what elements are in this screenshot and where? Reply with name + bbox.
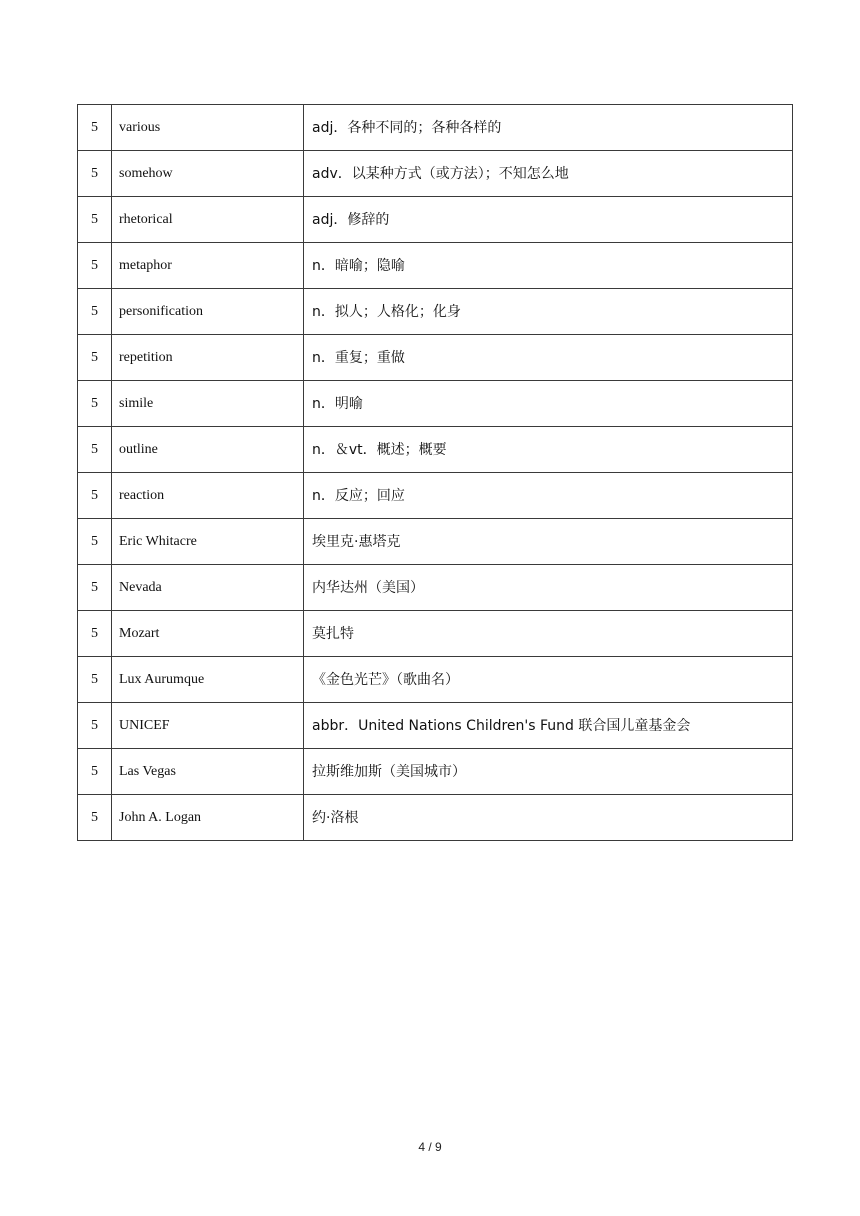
definition-cell: 拉斯维加斯（美国城市）: [304, 749, 793, 795]
word-cell: reaction: [112, 473, 304, 519]
table-row: [78, 795, 793, 841]
unit-cell: 5: [78, 657, 112, 703]
unit-cell: 5: [78, 519, 112, 565]
table-row: [78, 473, 793, 519]
word-cell: John A. Logan: [112, 795, 304, 841]
definition-cell: 埃里克·惠塔克: [304, 519, 793, 565]
unit-cell: 5: [78, 381, 112, 427]
word-cell: UNICEF: [112, 703, 304, 749]
table-row: [78, 105, 793, 151]
unit-cell: 5: [78, 611, 112, 657]
unit-cell: 5: [78, 473, 112, 519]
table-row: [78, 519, 793, 565]
table-row: [78, 565, 793, 611]
table-row: [78, 335, 793, 381]
word-cell: Mozart: [112, 611, 304, 657]
word-cell: rhetorical: [112, 197, 304, 243]
vocabulary-table: [77, 104, 793, 841]
unit-cell: 5: [78, 795, 112, 841]
table-row: [78, 703, 793, 749]
definition-cell: 约·洛根: [304, 795, 793, 841]
unit-cell: 5: [78, 703, 112, 749]
unit-cell: 5: [78, 105, 112, 151]
definition-cell: n．拟人；人格化；化身: [304, 289, 793, 335]
word-cell: various: [112, 105, 304, 151]
definition-cell: adj．修辞的: [304, 197, 793, 243]
table-row: [78, 197, 793, 243]
word-cell: simile: [112, 381, 304, 427]
definition-cell: n．重复；重做: [304, 335, 793, 381]
table-row: [78, 611, 793, 657]
unit-cell: 5: [78, 243, 112, 289]
definition-cell: 内华达州（美国）: [304, 565, 793, 611]
unit-cell: 5: [78, 151, 112, 197]
unit-cell: 5: [78, 335, 112, 381]
vocabulary-table-body: [78, 105, 793, 841]
table-row: [78, 749, 793, 795]
table-row: [78, 151, 793, 197]
definition-cell: n．暗喻；隐喻: [304, 243, 793, 289]
table-row: [78, 427, 793, 473]
word-cell: Lux Aurumque: [112, 657, 304, 703]
table-row: [78, 243, 793, 289]
definition-cell: adv．以某种方式（或方法）；不知怎么地: [304, 151, 793, 197]
definition-cell: adj．各种不同的；各种各样的: [304, 105, 793, 151]
unit-cell: 5: [78, 197, 112, 243]
word-cell: Nevada: [112, 565, 304, 611]
definition-cell: n．反应；回应: [304, 473, 793, 519]
unit-cell: 5: [78, 749, 112, 795]
unit-cell: 5: [78, 427, 112, 473]
unit-cell: 5: [78, 289, 112, 335]
definition-cell: 《金色光芒》（歌曲名）: [304, 657, 793, 703]
word-cell: Las Vegas: [112, 749, 304, 795]
word-cell: repetition: [112, 335, 304, 381]
definition-cell: n．＆vt．概述；概要: [304, 427, 793, 473]
table-row: [78, 381, 793, 427]
word-cell: somehow: [112, 151, 304, 197]
definition-cell: n．明喻: [304, 381, 793, 427]
table-row: [78, 657, 793, 703]
definition-cell: abbr．United Nations Children's Fund 联合国儿童基金会: [304, 703, 793, 749]
unit-cell: 5: [78, 565, 112, 611]
definition-cell: 莫扎特: [304, 611, 793, 657]
table-row: [78, 289, 793, 335]
page-number: 4 / 9: [418, 1140, 442, 1154]
word-cell: metaphor: [112, 243, 304, 289]
word-cell: personification: [112, 289, 304, 335]
word-cell: Eric Whitacre: [112, 519, 304, 565]
word-cell: outline: [112, 427, 304, 473]
